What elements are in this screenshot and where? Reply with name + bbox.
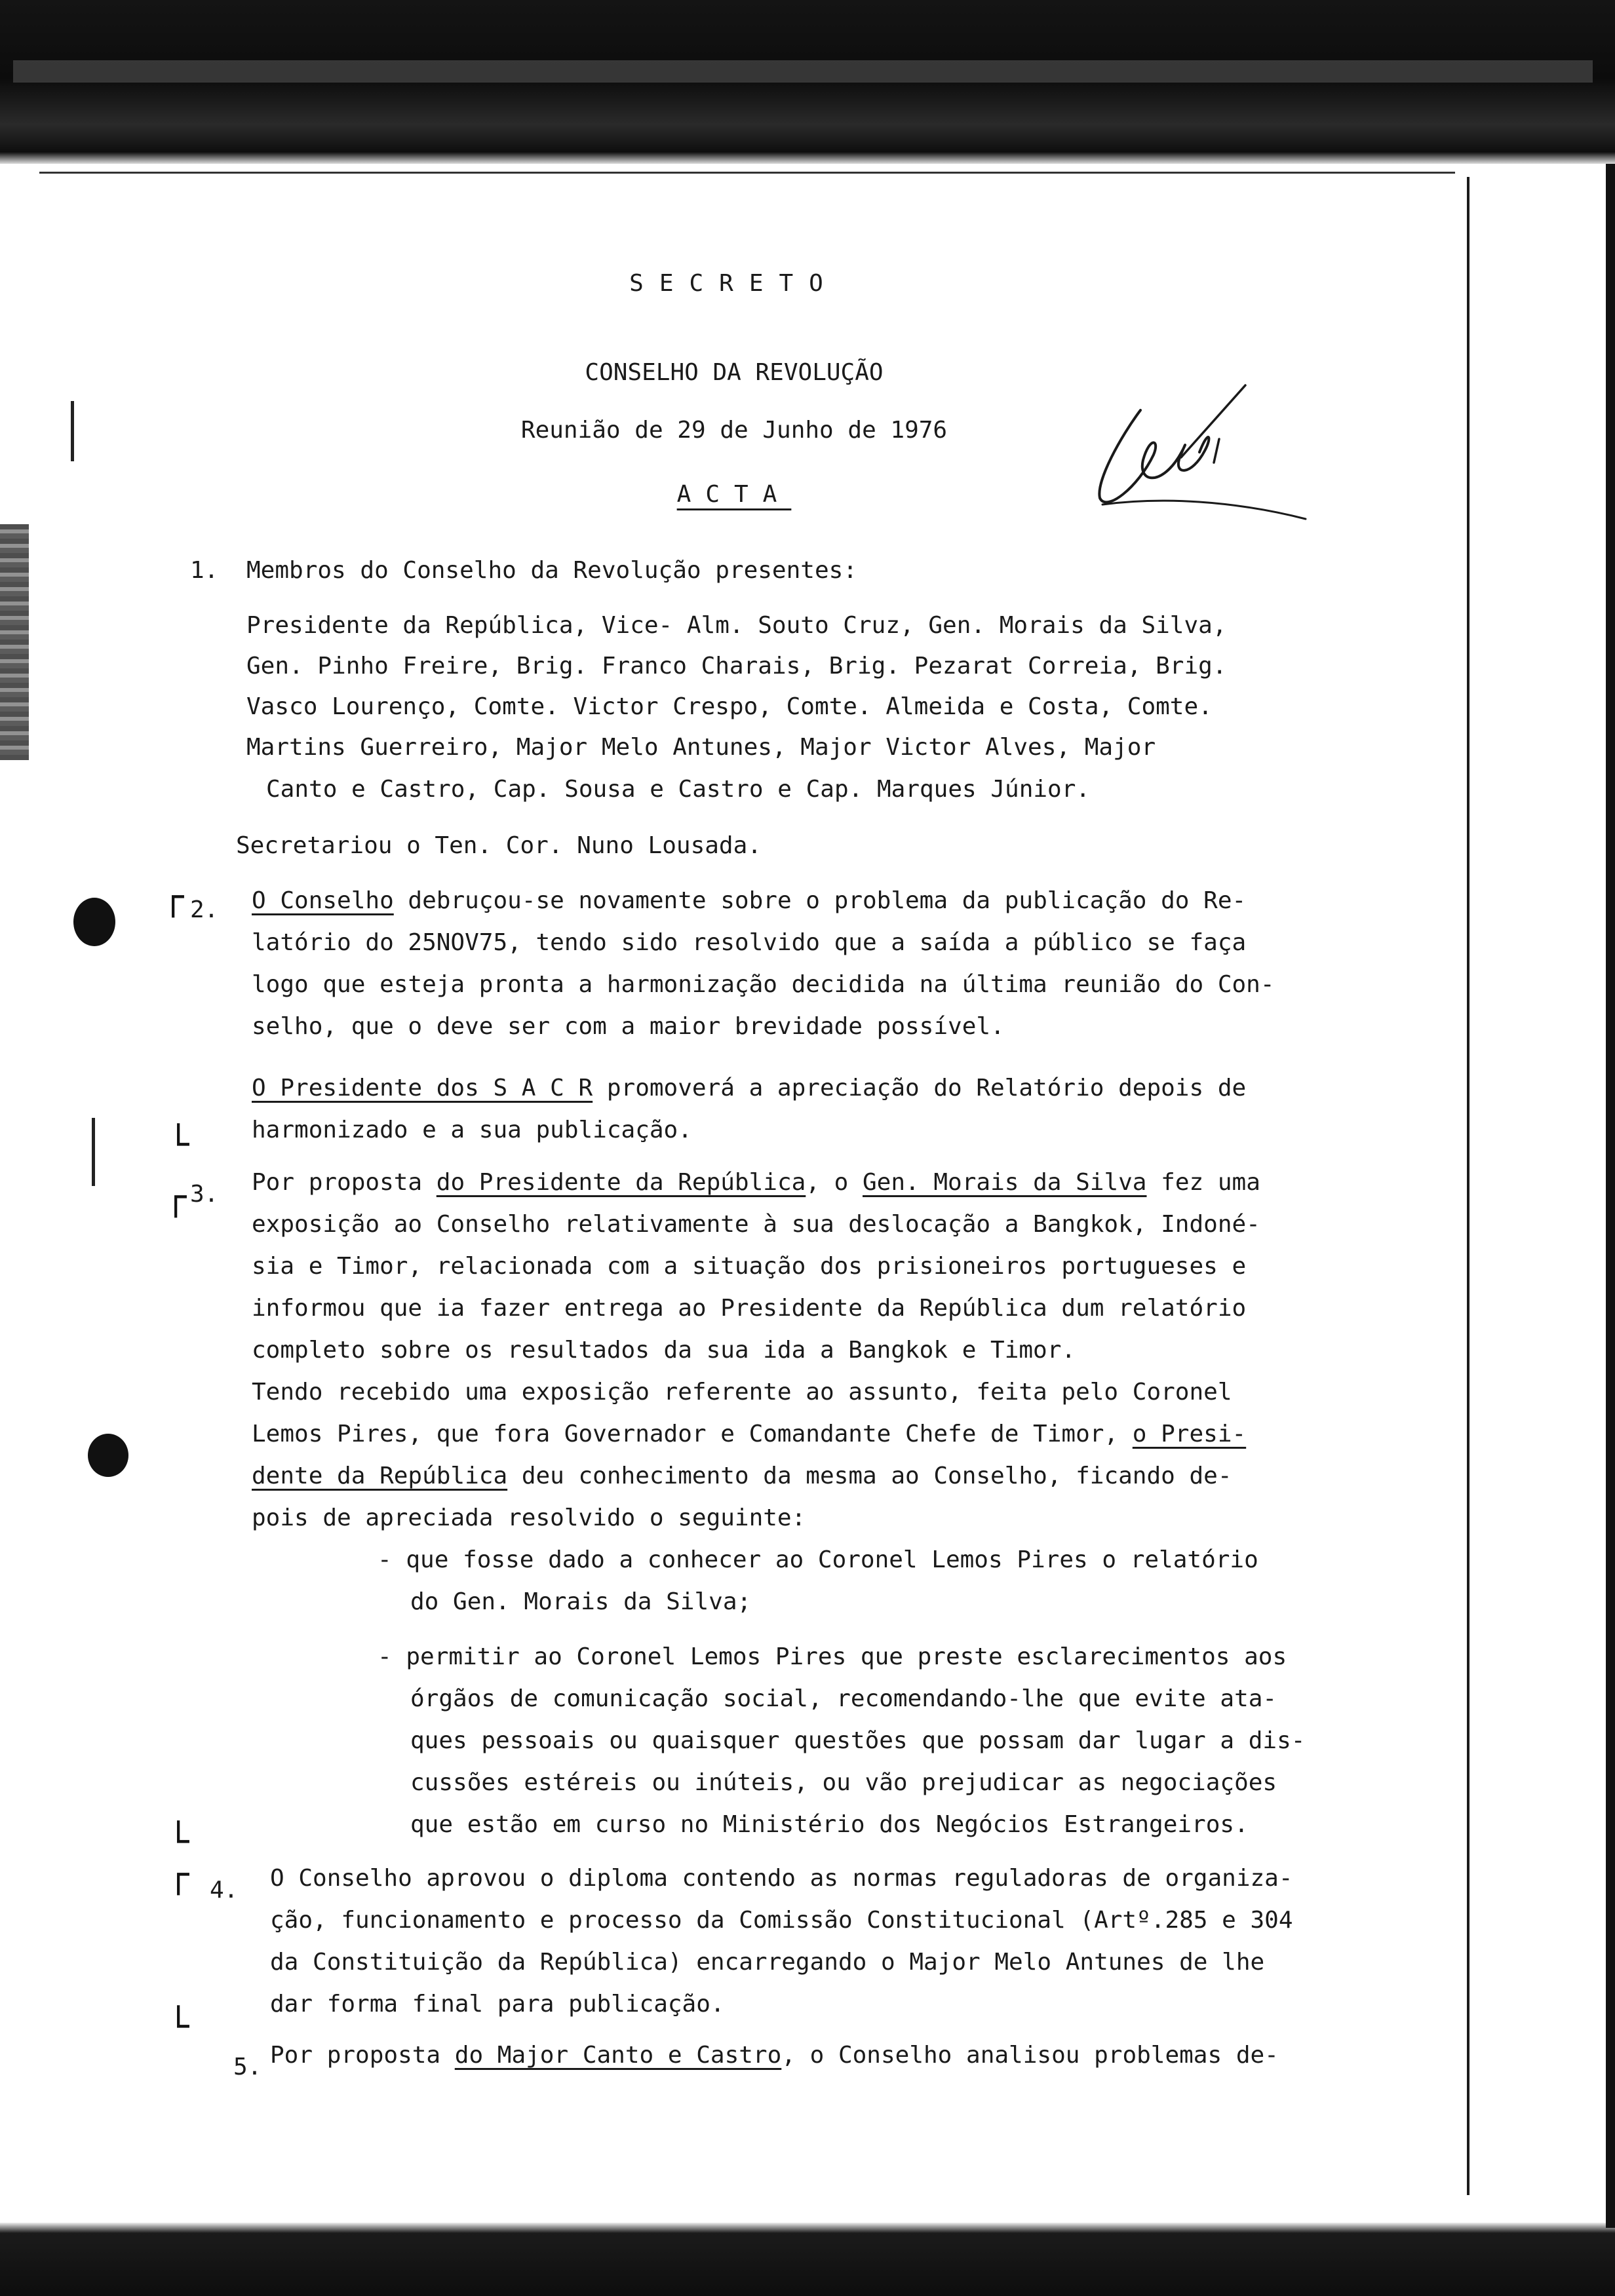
- text-line: do Gen. Morais da Silva;: [410, 1588, 752, 1615]
- text-line: [252, 1463, 1232, 1489]
- text-line: ção, funcionamento e processo da Comissão Constitucional (Artº.285 e 304: [270, 1907, 1293, 1934]
- margin-mark: [92, 1118, 95, 1186]
- text-span: fez uma: [1146, 1169, 1260, 1196]
- text-line: completo sobre os resultados da sua ida a Bangkok e Timor.: [252, 1337, 1076, 1364]
- scan-streak: [13, 60, 1593, 83]
- underlined-phrase: do Presidente da República: [436, 1169, 806, 1196]
- text-line: ques pessoais ou quaisquer questões que possam dar lugar a dis-: [410, 1727, 1306, 1754]
- text-line: logo que esteja pronta a harmonização decidida na última reunião do Con-: [252, 971, 1275, 998]
- meeting-date: Reunião de 29 de Junho de 1976: [520, 417, 948, 444]
- page-edge-line: [1467, 177, 1469, 2195]
- page-top-rule: [39, 172, 1455, 174]
- text-line: Membros do Conselho da Revolução presentes:: [246, 557, 857, 584]
- punch-hole: [88, 1434, 128, 1477]
- classification-heading: SECRETO: [629, 270, 839, 297]
- text-span: , o Conselho analisou problemas de-: [781, 2042, 1279, 2069]
- underlined-phrase: O Conselho: [252, 887, 394, 914]
- item-number: 5.: [233, 2054, 262, 2080]
- margin-bracket-open: ┌: [168, 1854, 189, 1895]
- text-line: Tendo recebido uma exposição referente ao assunto, feita pelo Coronel: [252, 1379, 1232, 1406]
- text-line: Presidente da República, Vice- Alm. Souto Cruz, Gen. Morais da Silva,: [246, 612, 1227, 639]
- underlined-phrase: Gen. Morais da Silva: [863, 1169, 1147, 1196]
- text-span: Por proposta: [270, 2042, 455, 2069]
- text-line: [252, 1169, 1260, 1196]
- underlined-phrase: O Presidente dos S A C R: [252, 1075, 593, 1101]
- text-line: [270, 2042, 1279, 2069]
- text-line: informou que ia fazer entrega ao Presidente da República dum relatório: [252, 1295, 1247, 1322]
- text-span: debruçou-se novamente sobre o problema da publicação do Re-: [393, 887, 1247, 914]
- handwritten-signature: [1083, 376, 1319, 527]
- underlined-phrase: o Presi-: [1132, 1421, 1247, 1447]
- item-number: 2.: [190, 896, 219, 923]
- text-span: promoverá a apreciação do Relatório depois de: [593, 1075, 1247, 1101]
- text-line: [252, 1075, 1246, 1101]
- text-line: - permitir ao Coronel Lemos Pires que preste esclarecimentos aos: [378, 1643, 1287, 1670]
- text-line: exposição ao Conselho relativamente à sua deslocação a Bangkok, Indoné-: [252, 1211, 1260, 1238]
- text-span: Por proposta: [252, 1169, 437, 1196]
- council-title: CONSELHO DA REVOLUÇÃO: [585, 359, 884, 386]
- margin-bracket-open: ┌: [165, 1176, 187, 1217]
- text-span: , o: [806, 1169, 863, 1196]
- scan-border-top: [0, 0, 1615, 164]
- text-line: harmonizado e a sua publicação.: [252, 1117, 692, 1143]
- scan-left-noise: [0, 524, 29, 760]
- text-line: cussões estéreis ou inúteis, ou vão prejudicar as negociações: [410, 1769, 1277, 1796]
- scan-border-right: [1606, 164, 1615, 2228]
- text-line: órgãos de comunicação social, recomendando-lhe que evite ata-: [410, 1685, 1277, 1712]
- text-line: latório do 25NOV75, tendo sido resolvido que a saída a público se faça: [252, 929, 1247, 956]
- text-span: Lemos Pires, que fora Governador e Comandante Chefe de Timor,: [252, 1421, 1133, 1447]
- text-line: Vasco Lourenço, Comte. Victor Crespo, Comte. Almeida e Costa, Comte.: [246, 693, 1213, 720]
- margin-bracket-close: └: [168, 1821, 189, 1862]
- text-line: [252, 887, 1246, 914]
- text-line: Secretariou o Ten. Cor. Nuno Lousada.: [236, 832, 762, 859]
- underlined-phrase: do Major Canto e Castro: [454, 2042, 782, 2069]
- item-number: 1.: [190, 557, 219, 584]
- item-number: 4.: [210, 1877, 239, 1904]
- text-line: - que fosse dado a conhecer ao Coronel Lemos Pires o relatório: [378, 1546, 1258, 1573]
- margin-bracket-open: ┌: [163, 876, 184, 917]
- text-line: que estão em curso no Ministério dos Negócios Estrangeiros.: [410, 1811, 1249, 1838]
- punch-hole: [73, 898, 115, 946]
- text-line: selho, que o deve ser com a maior brevidade possível.: [252, 1013, 1005, 1040]
- text-line: Gen. Pinho Freire, Brig. Franco Charais, Brig. Pezarat Correia, Brig.: [246, 653, 1227, 679]
- underlined-phrase: dente da República: [252, 1463, 508, 1489]
- text-line: O Conselho aprovou o diploma contendo as normas reguladoras de organiza-: [270, 1865, 1293, 1892]
- margin-bracket-close: └: [168, 1124, 189, 1165]
- scan-border-bottom: [0, 2223, 1615, 2296]
- text-line: pois de apreciada resolvido o seguinte:: [252, 1504, 806, 1531]
- item-number: 3.: [190, 1181, 219, 1208]
- text-line: Canto e Castro, Cap. Sousa e Castro e Cap. Marques Júnior.: [266, 776, 1091, 803]
- text-line: sia e Timor, relacionada com a situação dos prisioneiros portugueses e: [252, 1253, 1247, 1280]
- document-type-title: ACTA: [676, 481, 792, 508]
- text-span: deu conhecimento da mesma ao Conselho, ficando de-: [507, 1463, 1232, 1489]
- text-line: da Constituição da República) encarregando o Major Melo Antunes de lhe: [270, 1949, 1265, 1976]
- margin-bracket-close: └: [168, 2006, 189, 2047]
- text-line: Martins Guerreiro, Major Melo Antunes, Major Victor Alves, Major: [246, 734, 1156, 761]
- text-line: [252, 1421, 1246, 1447]
- text-line: dar forma final para publicação.: [270, 1991, 725, 2018]
